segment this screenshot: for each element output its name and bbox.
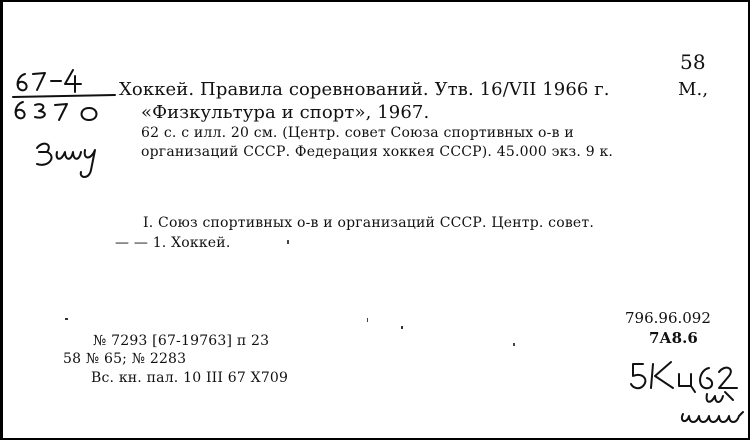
- footer-order-line: № 7293 [67-19763] п 23: [93, 333, 270, 349]
- footer-chamber-line: Вс. кн. пал. 10 III 67 X709: [91, 370, 289, 386]
- udc-number: 796.96.092: [625, 309, 711, 327]
- handwritten-shelfmark: [9, 64, 121, 126]
- tracing-subject-line: — — 1. Хоккей.: [115, 235, 231, 251]
- speck: [401, 326, 403, 329]
- speck: [287, 240, 289, 244]
- entry-collation-line: 62 с. с илл. 20 см. (Центр. совет Союза спортивных о-в и: [141, 125, 574, 141]
- speck: [367, 318, 368, 322]
- bbk-number: 7А8.6: [649, 329, 698, 347]
- speck: [65, 318, 68, 320]
- card-number: 58: [680, 50, 706, 74]
- handwritten-annotation: [31, 138, 103, 184]
- tracing-line: I. Союз спортивных о-в и организаций СССР. Центр. совет.: [143, 215, 595, 231]
- entry-title-line: Хоккей. Правила соревнований. Утв. 16/VII 1966 г.: [119, 79, 610, 100]
- entry-series-line: организаций СССР. Федерация хоккея СССР). 45.000 экз. 9 к.: [141, 144, 614, 160]
- entry-publisher-line: «Физкультура и спорт», 1967.: [141, 102, 430, 123]
- speck: [513, 343, 515, 346]
- footer-numbers-line: 58 № 65; № 2283: [63, 351, 187, 367]
- handwritten-signature: [677, 390, 747, 434]
- entry-place: М.,: [678, 79, 709, 100]
